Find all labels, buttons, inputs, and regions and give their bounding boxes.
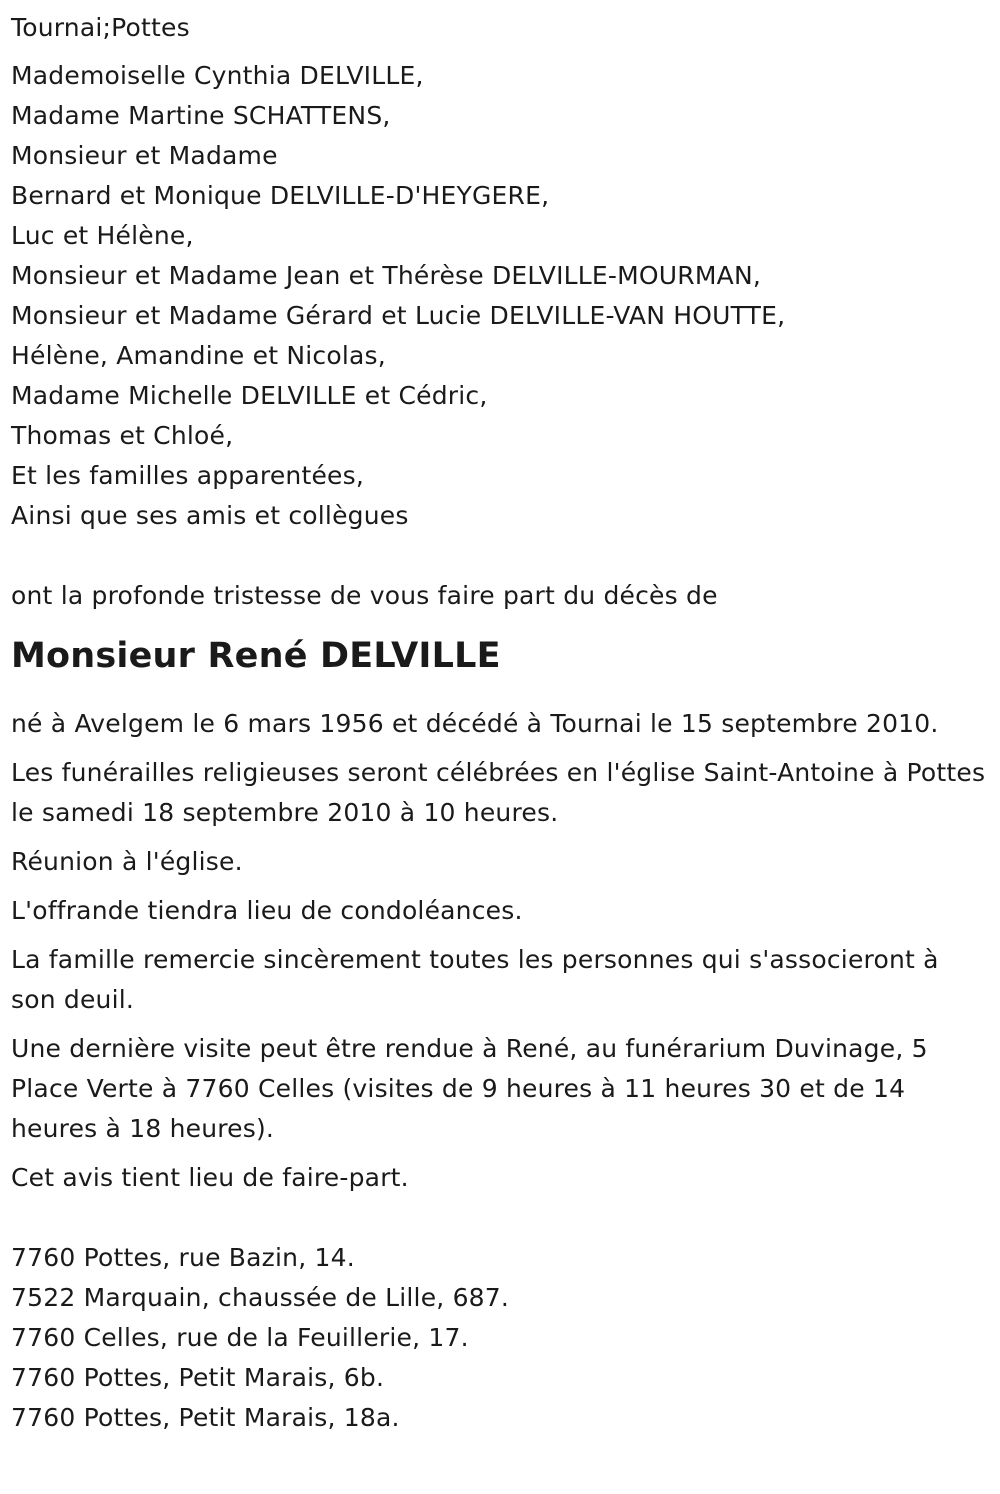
family-line: Et les familles apparentées,	[11, 461, 364, 490]
address-list	[11, 1238, 989, 1438]
family-line: Thomas et Chloé,	[11, 421, 234, 450]
family-line: Madame Michelle DELVILLE et Cédric,	[11, 381, 488, 410]
spacer	[11, 1207, 989, 1238]
family-line: Monsieur et Madame	[11, 141, 278, 170]
address-line: 7760 Pottes, Petit Marais, 6b.	[11, 1363, 385, 1392]
announcement-intro: ont la profonde tristesse de vous faire part du décès de	[11, 581, 718, 610]
family-line: Monsieur et Madame Gérard et Lucie DELVILLE-VAN HOUTTE,	[11, 301, 786, 330]
funeral-info: Les funérailles religieuses seront célébrées en l'église Saint-Antoine à Pottes le samedi 18 septembre 2010 à 10 heures.	[11, 758, 986, 827]
spacer	[11, 536, 989, 576]
visit-info: Une dernière visite peut être rendue à René, au funérarium Duvinage, 5 Place Verte à 7760 Celles (visites de 9 heures à 11 heures 30 et de 14 heures à 18 heures).	[11, 1034, 928, 1143]
details	[11, 704, 989, 1198]
address-line: 7760 Celles, rue de la Feuillerie, 17.	[11, 1323, 469, 1352]
family-line: Bernard et Monique DELVILLE-D'HEYGERE,	[11, 181, 550, 210]
thanks-info: La famille remercie sincèrement toutes les personnes qui s'associeront à son deuil.	[11, 945, 939, 1014]
address-line: 7760 Pottes, Petit Marais, 18a.	[11, 1403, 400, 1432]
family-line: Ainsi que ses amis et collègues	[11, 501, 409, 530]
notice-info: Cet avis tient lieu de faire-part.	[11, 1163, 409, 1192]
family-line: Madame Martine SCHATTENS,	[11, 101, 391, 130]
family-line: Hélène, Amandine et Nicolas,	[11, 341, 386, 370]
birth-death-info: né à Avelgem le 6 mars 1956 et décédé à Tournai le 15 septembre 2010.	[11, 709, 939, 738]
address-line: 7522 Marquain, chaussée de Lille, 687.	[11, 1283, 510, 1312]
location-line: Tournai;Pottes	[11, 13, 190, 42]
offering-info: L'offrande tiendra lieu de condoléances.	[11, 896, 523, 925]
family-line: Monsieur et Madame Jean et Thérèse DELVILLE-MOURMAN,	[11, 261, 761, 290]
meeting-info: Réunion à l'église.	[11, 847, 243, 876]
deceased-name: Monsieur René DELVILLE	[11, 636, 501, 676]
family-line: Mademoiselle Cynthia DELVILLE,	[11, 61, 424, 90]
address-line: 7760 Pottes, rue Bazin, 14.	[11, 1243, 355, 1272]
family-list	[11, 56, 989, 536]
family-line: Luc et Hélène,	[11, 221, 194, 250]
